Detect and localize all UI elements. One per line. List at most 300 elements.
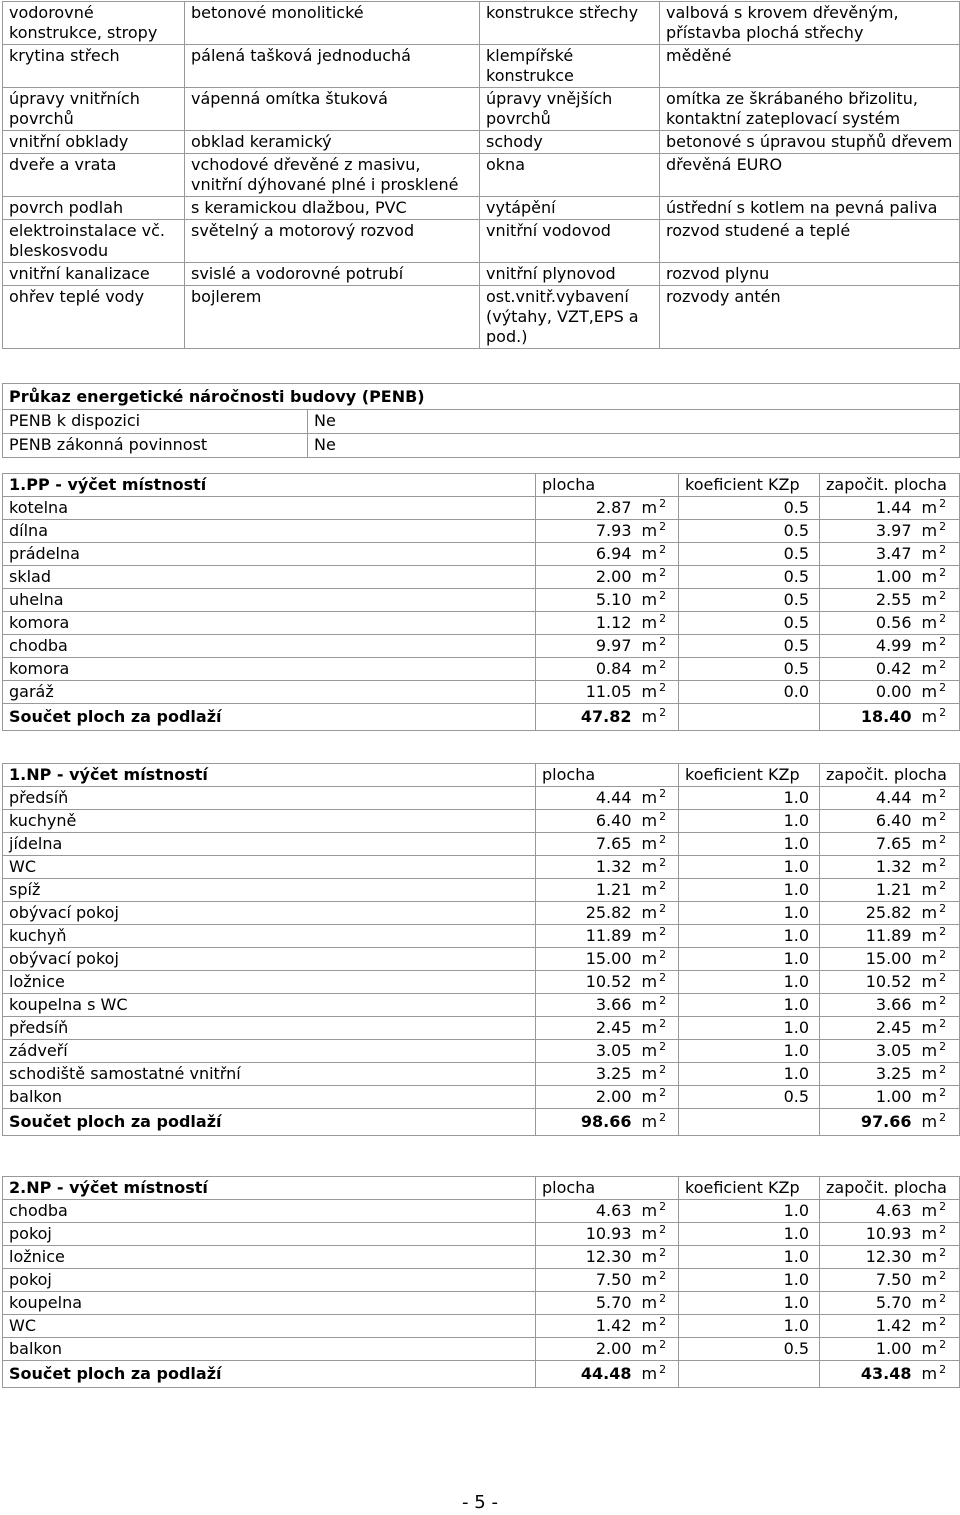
room-counted: 0.42 — [820, 658, 922, 681]
room-coef: 1.0 — [679, 787, 820, 810]
spec-value: dřevěná EURO — [660, 154, 960, 197]
spec-label: vodorovné konstrukce, stropy — [3, 2, 185, 45]
counted-header: započit. plocha — [820, 1177, 960, 1200]
spec-value: ústřední s kotlem na pevná paliva — [660, 197, 960, 220]
room-row — [3, 497, 960, 520]
room-area: 1.32 — [536, 856, 642, 879]
unit-exponent: 2 — [939, 1269, 947, 1282]
unit-exponent: 2 — [659, 1315, 667, 1328]
unit-label: m — [641, 1087, 658, 1106]
room-name: schodiště samostatné vnitřní — [3, 1063, 536, 1086]
unit-exponent: 2 — [939, 902, 947, 915]
room-coef: 1.0 — [679, 925, 820, 948]
unit-label: m — [921, 903, 938, 922]
spec-label: ohřev teplé vody — [3, 286, 185, 349]
unit-label: m — [641, 659, 658, 678]
room-name: sklad — [3, 566, 536, 589]
room-coef: 1.0 — [679, 1223, 820, 1246]
sum-counted: 97.66 — [820, 1109, 922, 1136]
unit-cell — [922, 589, 960, 612]
room-name: chodba — [3, 1200, 536, 1223]
unit-exponent: 2 — [659, 971, 667, 984]
room-name: koupelna — [3, 1292, 536, 1315]
room-coef: 1.0 — [679, 1040, 820, 1063]
floor-1pp-table — [2, 473, 960, 731]
room-area: 6.40 — [536, 810, 642, 833]
room-counted: 1.44 — [820, 497, 922, 520]
unit-label: m — [641, 972, 658, 991]
penb-value: Ne — [308, 410, 960, 434]
floor-2np-table — [2, 1176, 960, 1388]
room-name: předsíň — [3, 1017, 536, 1040]
unit-cell — [642, 520, 679, 543]
room-counted: 0.56 — [820, 612, 922, 635]
unit-label: m — [921, 1247, 938, 1266]
room-area: 7.93 — [536, 520, 642, 543]
room-coef: 1.0 — [679, 971, 820, 994]
room-row — [3, 833, 960, 856]
unit-exponent: 2 — [659, 706, 667, 719]
spec-value: obklad keramický — [185, 131, 480, 154]
unit-cell — [642, 1017, 679, 1040]
spec-value: vápenná omítka štuková — [185, 88, 480, 131]
unit-cell — [642, 1109, 679, 1136]
unit-exponent: 2 — [659, 1269, 667, 1282]
unit-label: m — [641, 1247, 658, 1266]
unit-label: m — [921, 636, 938, 655]
room-coef: 0.5 — [679, 658, 820, 681]
unit-cell — [922, 1086, 960, 1109]
room-row — [3, 925, 960, 948]
room-counted: 3.47 — [820, 543, 922, 566]
unit-cell — [922, 833, 960, 856]
room-coef: 1.0 — [679, 902, 820, 925]
unit-cell — [922, 810, 960, 833]
unit-cell — [642, 1040, 679, 1063]
room-coef: 1.0 — [679, 1292, 820, 1315]
unit-exponent: 2 — [939, 1111, 947, 1124]
coef-header: koeficient KZp — [679, 474, 820, 497]
room-counted: 3.25 — [820, 1063, 922, 1086]
unit-cell — [922, 520, 960, 543]
unit-exponent: 2 — [939, 612, 947, 625]
spec-row — [3, 220, 960, 263]
unit-label: m — [921, 498, 938, 517]
unit-label: m — [641, 1018, 658, 1037]
unit-exponent: 2 — [659, 612, 667, 625]
unit-cell — [642, 1361, 679, 1388]
spec-row — [3, 131, 960, 154]
room-area: 2.87 — [536, 497, 642, 520]
unit-label: m — [641, 636, 658, 655]
room-counted: 1.21 — [820, 879, 922, 902]
sum-coef-empty — [679, 1109, 820, 1136]
unit-label: m — [921, 613, 938, 632]
room-coef: 1.0 — [679, 948, 820, 971]
sum-label: Součet ploch za podlaží — [3, 704, 536, 731]
unit-exponent: 2 — [939, 1063, 947, 1076]
unit-label: m — [921, 1064, 938, 1083]
unit-exponent: 2 — [659, 856, 667, 869]
unit-exponent: 2 — [659, 1363, 667, 1376]
unit-exponent: 2 — [939, 925, 947, 938]
unit-label: m — [921, 682, 938, 701]
room-row — [3, 994, 960, 1017]
unit-label: m — [921, 659, 938, 678]
unit-exponent: 2 — [939, 1200, 947, 1213]
room-area: 11.05 — [536, 681, 642, 704]
unit-label: m — [921, 521, 938, 540]
unit-cell — [922, 497, 960, 520]
spec-label: vnitřní plynovod — [480, 263, 660, 286]
spec-value: pálená tašková jednoduchá — [185, 45, 480, 88]
penb-value: Ne — [308, 434, 960, 458]
room-coef: 0.5 — [679, 566, 820, 589]
floor-header-row — [3, 474, 960, 497]
room-row — [3, 520, 960, 543]
floor-1np-table — [2, 763, 960, 1136]
floor-sum-row — [3, 1109, 960, 1136]
room-row — [3, 566, 960, 589]
unit-exponent: 2 — [659, 543, 667, 556]
spec-value: rozvod studené a teplé — [660, 220, 960, 263]
unit-label: m — [641, 949, 658, 968]
room-row — [3, 902, 960, 925]
unit-cell — [922, 1338, 960, 1361]
unit-cell — [642, 879, 679, 902]
room-name: dílna — [3, 520, 536, 543]
room-coef: 0.5 — [679, 543, 820, 566]
unit-cell — [922, 1017, 960, 1040]
spec-value: betonové s úpravou stupňů dřevem — [660, 131, 960, 154]
unit-label: m — [641, 613, 658, 632]
unit-cell — [642, 1200, 679, 1223]
room-row — [3, 1315, 960, 1338]
room-coef: 1.0 — [679, 1246, 820, 1269]
room-counted: 25.82 — [820, 902, 922, 925]
unit-cell — [642, 497, 679, 520]
penb-table — [2, 383, 960, 458]
spec-label: dveře a vrata — [3, 154, 185, 197]
unit-exponent: 2 — [939, 1223, 947, 1236]
unit-cell — [642, 612, 679, 635]
unit-label: m — [641, 544, 658, 563]
unit-exponent: 2 — [939, 971, 947, 984]
spec-label: úpravy vnitřních povrchů — [3, 88, 185, 131]
unit-label: m — [921, 1018, 938, 1037]
room-counted: 12.30 — [820, 1246, 922, 1269]
spec-value: svislé a vodorovné potrubí — [185, 263, 480, 286]
unit-cell — [922, 948, 960, 971]
unit-exponent: 2 — [939, 635, 947, 648]
spec-label: ost.vnitř.vybavení (výtahy, VZT,EPS a pod.) — [480, 286, 660, 349]
floor-title: 1.NP - výčet místností — [3, 764, 536, 787]
unit-cell — [642, 787, 679, 810]
room-area: 2.45 — [536, 1017, 642, 1040]
unit-exponent: 2 — [939, 810, 947, 823]
room-counted: 1.32 — [820, 856, 922, 879]
floor-sum-row — [3, 704, 960, 731]
room-area: 15.00 — [536, 948, 642, 971]
unit-cell — [922, 635, 960, 658]
spec-row — [3, 286, 960, 349]
room-row — [3, 856, 960, 879]
spec-value: světelný a motorový rozvod — [185, 220, 480, 263]
room-coef: 1.0 — [679, 1063, 820, 1086]
unit-label: m — [921, 1316, 938, 1335]
room-coef: 1.0 — [679, 833, 820, 856]
room-counted: 15.00 — [820, 948, 922, 971]
room-row — [3, 1200, 960, 1223]
unit-exponent: 2 — [659, 1338, 667, 1351]
spec-label: úpravy vnějších povrchů — [480, 88, 660, 131]
unit-label: m — [641, 707, 658, 726]
room-row — [3, 1223, 960, 1246]
room-name: kotelna — [3, 497, 536, 520]
unit-cell — [922, 994, 960, 1017]
room-counted: 4.44 — [820, 787, 922, 810]
coef-header: koeficient KZp — [679, 1177, 820, 1200]
room-name: obývací pokoj — [3, 902, 536, 925]
room-area: 3.25 — [536, 1063, 642, 1086]
unit-exponent: 2 — [939, 589, 947, 602]
unit-exponent: 2 — [939, 994, 947, 1007]
unit-cell — [642, 704, 679, 731]
room-name: ložnice — [3, 1246, 536, 1269]
unit-cell — [642, 589, 679, 612]
unit-exponent: 2 — [939, 948, 947, 961]
room-name: garáž — [3, 681, 536, 704]
sum-label: Součet ploch za podlaží — [3, 1109, 536, 1136]
unit-label: m — [921, 544, 938, 563]
room-counted: 1.00 — [820, 566, 922, 589]
unit-exponent: 2 — [659, 948, 667, 961]
penb-label: PENB zákonná povinnost — [3, 434, 308, 458]
unit-label: m — [921, 590, 938, 609]
unit-exponent: 2 — [659, 1040, 667, 1053]
unit-exponent: 2 — [659, 1063, 667, 1076]
spec-value: valbová s krovem dřevěným, přístavba plochá střechy — [660, 2, 960, 45]
room-row — [3, 1040, 960, 1063]
room-counted: 1.00 — [820, 1086, 922, 1109]
spec-label: vnitřní vodovod — [480, 220, 660, 263]
unit-label: m — [641, 857, 658, 876]
unit-exponent: 2 — [939, 681, 947, 694]
spec-label: vnitřní obklady — [3, 131, 185, 154]
unit-exponent: 2 — [659, 1223, 667, 1236]
unit-exponent: 2 — [939, 856, 947, 869]
room-coef: 1.0 — [679, 810, 820, 833]
unit-cell — [922, 1315, 960, 1338]
spec-label: krytina střech — [3, 45, 185, 88]
room-name: komora — [3, 612, 536, 635]
room-coef: 1.0 — [679, 994, 820, 1017]
unit-cell — [642, 971, 679, 994]
unit-cell — [642, 543, 679, 566]
unit-exponent: 2 — [939, 1363, 947, 1376]
unit-label: m — [641, 1316, 658, 1335]
spec-value: omítka ze škrábaného břizolitu, kontaktní zateplovací systém — [660, 88, 960, 131]
room-name: pokoj — [3, 1269, 536, 1292]
construction-spec-table — [2, 1, 960, 349]
spec-label: klempířské konstrukce — [480, 45, 660, 88]
room-area: 12.30 — [536, 1246, 642, 1269]
room-counted: 10.93 — [820, 1223, 922, 1246]
room-row — [3, 971, 960, 994]
unit-exponent: 2 — [659, 810, 667, 823]
spec-row — [3, 154, 960, 197]
unit-label: m — [921, 1364, 938, 1383]
unit-label: m — [921, 834, 938, 853]
spec-row — [3, 197, 960, 220]
spec-label: konstrukce střechy — [480, 2, 660, 45]
area-header: plocha — [536, 474, 679, 497]
penb-title-row — [3, 384, 960, 410]
room-name: WC — [3, 1315, 536, 1338]
unit-label: m — [641, 1293, 658, 1312]
room-counted: 3.97 — [820, 520, 922, 543]
spec-row — [3, 2, 960, 45]
room-row — [3, 543, 960, 566]
unit-label: m — [921, 1201, 938, 1220]
unit-cell — [922, 1269, 960, 1292]
unit-cell — [642, 658, 679, 681]
unit-exponent: 2 — [939, 543, 947, 556]
room-coef: 1.0 — [679, 879, 820, 902]
unit-cell — [642, 902, 679, 925]
room-area: 4.63 — [536, 1200, 642, 1223]
unit-label: m — [921, 926, 938, 945]
unit-exponent: 2 — [659, 566, 667, 579]
unit-label: m — [641, 498, 658, 517]
unit-exponent: 2 — [659, 1200, 667, 1213]
spec-label: vnitřní kanalizace — [3, 263, 185, 286]
unit-label: m — [921, 1087, 938, 1106]
room-counted: 6.40 — [820, 810, 922, 833]
spec-value: měděné — [660, 45, 960, 88]
room-counted: 4.63 — [820, 1200, 922, 1223]
unit-cell — [922, 925, 960, 948]
unit-cell — [642, 833, 679, 856]
room-counted: 5.70 — [820, 1292, 922, 1315]
unit-cell — [922, 1223, 960, 1246]
unit-label: m — [641, 995, 658, 1014]
room-name: WC — [3, 856, 536, 879]
unit-label: m — [921, 1293, 938, 1312]
unit-label: m — [921, 1112, 938, 1131]
room-name: balkon — [3, 1338, 536, 1361]
room-counted: 2.45 — [820, 1017, 922, 1040]
room-name: pokoj — [3, 1223, 536, 1246]
room-name: spíž — [3, 879, 536, 902]
sum-area: 98.66 — [536, 1109, 642, 1136]
room-area: 5.10 — [536, 589, 642, 612]
unit-exponent: 2 — [939, 833, 947, 846]
unit-label: m — [921, 567, 938, 586]
coef-header: koeficient KZp — [679, 764, 820, 787]
unit-exponent: 2 — [939, 706, 947, 719]
unit-label: m — [641, 1339, 658, 1358]
room-area: 11.89 — [536, 925, 642, 948]
unit-cell — [922, 1246, 960, 1269]
penb-row — [3, 434, 960, 458]
room-row — [3, 612, 960, 635]
unit-label: m — [641, 567, 658, 586]
area-header: plocha — [536, 764, 679, 787]
unit-cell — [922, 1109, 960, 1136]
unit-exponent: 2 — [939, 566, 947, 579]
unit-label: m — [641, 1064, 658, 1083]
room-counted: 7.50 — [820, 1269, 922, 1292]
unit-exponent: 2 — [659, 879, 667, 892]
sum-area: 44.48 — [536, 1361, 642, 1388]
unit-cell — [642, 810, 679, 833]
room-row — [3, 1017, 960, 1040]
spec-label: povrch podlah — [3, 197, 185, 220]
unit-cell — [922, 1063, 960, 1086]
room-name: kuchyně — [3, 810, 536, 833]
unit-exponent: 2 — [659, 497, 667, 510]
unit-cell — [642, 1086, 679, 1109]
sum-counted: 43.48 — [820, 1361, 922, 1388]
room-coef: 0.5 — [679, 612, 820, 635]
room-row — [3, 1292, 960, 1315]
unit-cell — [922, 1040, 960, 1063]
room-area: 1.21 — [536, 879, 642, 902]
room-coef: 0.5 — [679, 1086, 820, 1109]
area-header: plocha — [536, 1177, 679, 1200]
room-name: chodba — [3, 635, 536, 658]
unit-label: m — [921, 788, 938, 807]
unit-label: m — [921, 949, 938, 968]
room-row — [3, 1338, 960, 1361]
room-counted: 7.65 — [820, 833, 922, 856]
room-area: 7.50 — [536, 1269, 642, 1292]
spec-value: betonové monolitické — [185, 2, 480, 45]
room-coef: 0.5 — [679, 635, 820, 658]
room-area: 1.42 — [536, 1315, 642, 1338]
penb-label: PENB k dispozici — [3, 410, 308, 434]
room-area: 10.52 — [536, 971, 642, 994]
room-coef: 1.0 — [679, 1200, 820, 1223]
room-coef: 0.5 — [679, 497, 820, 520]
floor-title: 2.NP - výčet místností — [3, 1177, 536, 1200]
room-counted: 11.89 — [820, 925, 922, 948]
unit-label: m — [641, 1364, 658, 1383]
unit-cell — [922, 543, 960, 566]
unit-label: m — [921, 995, 938, 1014]
unit-label: m — [921, 1270, 938, 1289]
room-counted: 0.00 — [820, 681, 922, 704]
room-name: obývací pokoj — [3, 948, 536, 971]
counted-header: započit. plocha — [820, 764, 960, 787]
unit-exponent: 2 — [659, 1017, 667, 1030]
spec-label: vytápění — [480, 197, 660, 220]
room-counted: 1.00 — [820, 1338, 922, 1361]
room-coef: 1.0 — [679, 1315, 820, 1338]
unit-cell — [642, 1292, 679, 1315]
unit-cell — [642, 925, 679, 948]
room-counted: 4.99 — [820, 635, 922, 658]
unit-label: m — [641, 788, 658, 807]
room-row — [3, 658, 960, 681]
unit-label: m — [641, 1270, 658, 1289]
room-counted: 3.66 — [820, 994, 922, 1017]
room-coef: 1.0 — [679, 1017, 820, 1040]
unit-cell — [922, 787, 960, 810]
room-row — [3, 948, 960, 971]
unit-exponent: 2 — [659, 902, 667, 915]
